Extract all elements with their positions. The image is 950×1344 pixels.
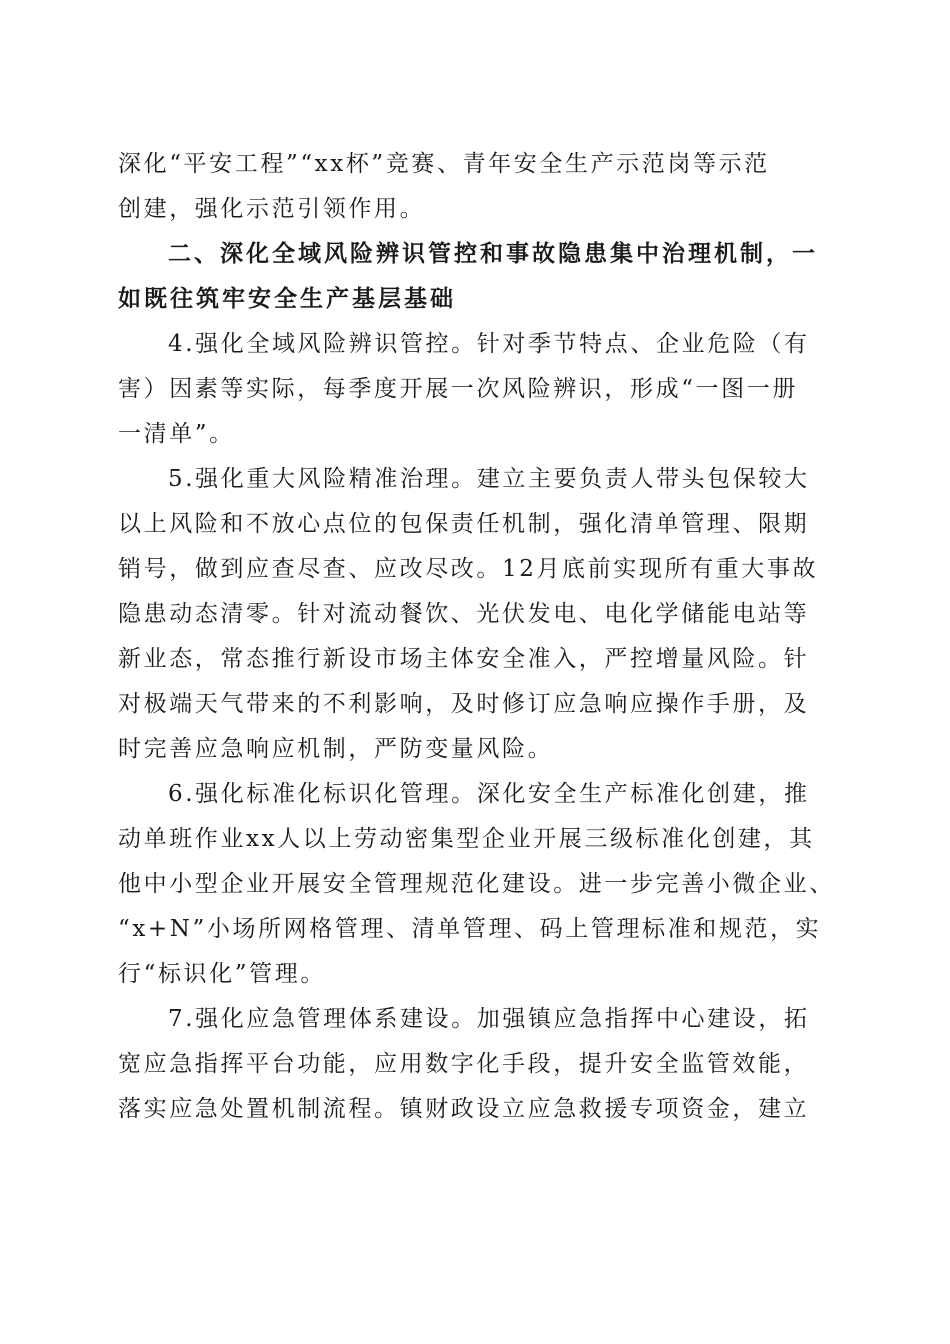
paragraph-first-line: 4.强化全域风险辨识管控。针对季节特点、企业危险（有	[168, 331, 810, 357]
section-heading-line: 二、深化全域风险辨识管控和事故隐患集中治理机制，一	[168, 241, 818, 267]
paragraph-first-line: 5.强化重大风险精准治理。建立主要负责人带头包保较大	[168, 466, 810, 492]
paragraph-first-line: 6.强化标准化标识化管理。深化安全生产标准化创建，推	[168, 781, 810, 807]
body-text-line: 对极端天气带来的不利影响，及时修订应急响应操作手册，及	[118, 691, 810, 717]
body-text-line: 隐患动态清零。针对流动餐饮、光伏发电、电化学储能电站等	[118, 601, 810, 627]
body-text-line: 害）因素等实际，每季度开展一次风险辨识，形成“一图一册	[118, 376, 798, 402]
body-text-line: 时完善应急响应机制，严防变量风险。	[118, 736, 554, 762]
body-text-line: 宽应急指挥平台功能，应用数字化手段，提升安全监管效能，	[118, 1051, 810, 1077]
section-heading-line: 如既往筑牢安全生产基层基础	[118, 286, 456, 312]
body-text-line: 他中小型企业开展安全管理规范化建设。进一步完善小微企业、	[118, 871, 835, 897]
body-text-line: 动单班作业xx人以上劳动密集型企业开展三级标准化创建，其	[118, 826, 815, 852]
body-text-line: 行“标识化”管理。	[118, 961, 326, 987]
body-text-line: 销号，做到应查尽查、应改尽改。12月底前实现所有重大事故	[118, 556, 819, 582]
body-text-line: 以上风险和不放心点位的包保责任机制，强化清单管理、限期	[118, 511, 810, 537]
body-text-line: 落实应急处置机制流程。镇财政设立应急救援专项资金，建立	[118, 1096, 810, 1122]
body-text-line: 深化“平安工程”“xx杯”竞赛、青年安全生产示范岗等示范	[118, 151, 770, 177]
body-text-line: 创建，强化示范引领作用。	[118, 196, 426, 222]
body-text-line: “x+N”小场所网格管理、清单管理、码上管理标准和规范，实	[118, 916, 822, 942]
paragraph-first-line: 7.强化应急管理体系建设。加强镇应急指挥中心建设，拓	[168, 1006, 810, 1032]
body-text-line: 一清单”。	[118, 421, 235, 447]
body-text-line: 新业态，常态推行新设市场主体安全准入，严控增量风险。针	[118, 646, 810, 672]
